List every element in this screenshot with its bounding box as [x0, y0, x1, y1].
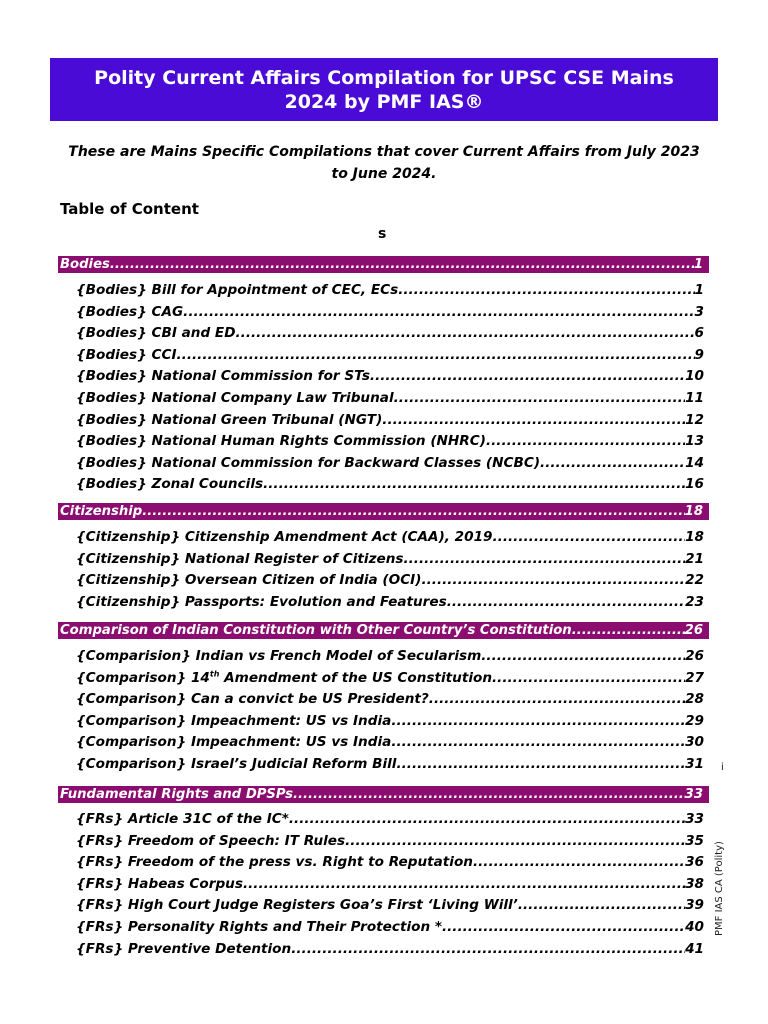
toc-entry-title — [74, 570, 421, 590]
toc-section-title: Comparison of Indian Constitution with Other Country’s Constitution — [60, 623, 572, 638]
toc-dot-leader — [263, 474, 685, 494]
toc-section-page: 33 — [684, 787, 703, 802]
toc-section-page: 18 — [684, 504, 703, 519]
toc-entry-page: 14 — [685, 454, 704, 471]
toc-entry-title — [74, 345, 177, 365]
toc-entry[interactable] — [74, 280, 706, 300]
toc-entry-title — [74, 366, 370, 386]
toc-section-bar[interactable] — [58, 786, 709, 803]
toc-entry-text: {Bodies} Bill for Appointment of CEC, ECs — [76, 282, 399, 298]
toc-dot-leader — [481, 646, 685, 666]
toc-entry[interactable] — [74, 939, 706, 959]
toc-entry-page: 10 — [685, 368, 704, 385]
toc-entry-text: {FRs} Habeas Corpus — [76, 875, 243, 892]
toc-entry[interactable] — [74, 732, 706, 752]
toc-dot-leader — [243, 874, 685, 894]
toc-dot-leader — [396, 754, 685, 774]
toc-entry-text: {FRs} Preventive Detention — [76, 940, 292, 957]
toc-dot-leader — [293, 786, 685, 803]
toc-entry[interactable] — [74, 874, 706, 894]
toc-heading: Table of Content — [60, 200, 199, 218]
toc-entry-page: 28 — [685, 691, 704, 708]
toc-entry-title — [74, 388, 394, 408]
toc-entry-text: {Comparison} Impeachment: US vs India — [76, 712, 392, 729]
toc-entry-title — [74, 852, 473, 872]
toc-entry[interactable] — [74, 711, 706, 731]
toc-entry-title — [74, 474, 263, 494]
toc-section-bar[interactable] — [58, 622, 709, 639]
toc-entry-title — [74, 302, 183, 322]
toc-entry-title — [74, 895, 518, 915]
toc-entry-text: {Bodies} National Human Rights Commission (NHRC) — [76, 433, 486, 450]
toc-entry[interactable] — [74, 453, 706, 473]
toc-entry[interactable] — [74, 431, 706, 451]
toc-entry-superscript: th — [209, 669, 220, 679]
toc-entry[interactable] — [74, 831, 706, 851]
toc-entry-text: {FRs} Article 31C of the IC* — [76, 811, 289, 827]
toc-dot-leader — [236, 323, 695, 343]
toc-dot-leader — [183, 302, 694, 322]
toc-entry[interactable] — [74, 917, 706, 937]
toc-dot-leader — [291, 939, 685, 959]
toc-entry[interactable] — [74, 345, 706, 365]
toc-entry-text: {Citizenship} Citizenship Amendment Act (CAA), 2019 — [76, 529, 493, 545]
toc-entry-page: 22 — [685, 572, 704, 589]
toc-entry[interactable] — [74, 592, 706, 612]
toc-section-title: Citizenship — [60, 504, 143, 519]
toc-dot-leader — [142, 503, 684, 520]
toc-entry[interactable] — [74, 570, 706, 590]
toc-entry-text: {Citizenship} National Register of Citizens — [76, 550, 404, 567]
toc-entry-page: 21 — [685, 550, 704, 567]
toc-dot-leader — [429, 689, 685, 709]
toc-entry-page: 11 — [685, 390, 704, 406]
toc-entry-title — [74, 527, 493, 547]
toc-entry-text: {Comparison} 14 — [76, 669, 210, 686]
toc-entry-page: 26 — [685, 648, 704, 664]
toc-entry-text: {FRs} Personality Rights and Their Protection * — [76, 919, 442, 935]
toc-entry[interactable] — [74, 527, 706, 547]
toc-entry-text: {Comparison} Impeachment: US vs India — [76, 734, 392, 751]
toc-entry[interactable] — [74, 754, 706, 774]
toc-section-page: 26 — [684, 623, 703, 638]
toc-entry-title — [74, 453, 540, 473]
toc-entry-title — [74, 711, 391, 731]
toc-entry-text: {Citizenship} Passports: Evolution and Features — [76, 593, 447, 610]
toc-section-title: Fundamental Rights and DPSPs — [60, 787, 293, 802]
toc-entry-title — [74, 323, 236, 343]
toc-entry-title — [74, 874, 243, 894]
toc-entry-page: 39 — [685, 897, 704, 914]
toc-dot-leader — [345, 831, 685, 851]
toc-entry-title — [74, 646, 481, 666]
toc-heading-tail: s — [378, 226, 387, 242]
toc-entry-text-after: Amendment of the US Constitution — [219, 669, 493, 686]
toc-section-title: Bodies — [60, 257, 110, 272]
toc-dot-leader — [382, 410, 685, 430]
toc-dot-leader — [403, 549, 685, 569]
toc-entry-text: {Bodies} National Commission for STs — [76, 368, 370, 385]
toc-entry-title — [74, 831, 345, 851]
toc-entry-text: {Citizenship} Oversean Citizen of India (OCI) — [76, 572, 422, 589]
toc-entry[interactable] — [74, 689, 706, 709]
toc-entry-page: 35 — [685, 832, 704, 849]
toc-entry-text: {Bodies} Zonal Councils — [76, 476, 264, 493]
toc-entry[interactable] — [74, 323, 706, 343]
toc-entry[interactable] — [74, 895, 706, 915]
toc-dot-leader — [447, 592, 685, 612]
toc-entry-text: {FRs} Freedom of Speech: IT Rules — [76, 832, 346, 849]
toc-entry-title — [74, 939, 291, 959]
toc-entry-text: {Bodies} CCI — [76, 346, 177, 363]
title-banner — [50, 58, 718, 121]
toc-entry-title — [74, 549, 403, 569]
toc-entry-text: {Bodies} CAG — [76, 303, 184, 320]
toc-entry[interactable] — [74, 302, 706, 322]
toc-entry-page: 41 — [685, 940, 704, 957]
toc-entry-title — [74, 280, 398, 300]
toc-entry[interactable] — [74, 646, 706, 666]
toc-entry-page: 40 — [685, 919, 704, 935]
toc-entry-page: 3 — [694, 303, 704, 320]
toc-entry-text: {FRs} High Court Judge Registers Goa’s First ‘Living Will’ — [76, 897, 518, 914]
toc-entry-page: 16 — [685, 476, 704, 493]
toc-entry-title — [74, 668, 492, 688]
toc-entry-text: {FRs} Freedom of the press vs. Right to Reputation — [76, 854, 473, 871]
toc-dot-leader — [391, 732, 685, 752]
toc-entry-title — [74, 592, 447, 612]
toc-entry-page: 31 — [685, 756, 704, 772]
toc-entry[interactable] — [74, 668, 706, 688]
toc-dot-leader — [572, 622, 685, 639]
toc-dot-leader — [492, 668, 685, 688]
toc-entry[interactable] — [74, 474, 706, 494]
toc-entry-text: {Bodies} National Commission for Backward Classes (NCBC) — [76, 454, 541, 471]
toc-dot-leader — [398, 280, 694, 300]
toc-entry-page: 33 — [685, 811, 704, 827]
toc-dot-leader — [394, 388, 685, 408]
toc-entry-text: {Bodies} National Company Law Tribunal — [76, 390, 394, 406]
toc-entry-text: {Comparison} Israel’s Judicial Reform Bill — [76, 756, 397, 772]
title-line-2: 2024 by PMF IAS® — [284, 90, 484, 113]
toc-dot-leader — [540, 453, 685, 473]
toc-entry-title — [74, 732, 391, 752]
toc-entry-page: 12 — [685, 411, 704, 428]
toc-entry[interactable] — [74, 809, 706, 829]
toc-entry-page: 9 — [694, 346, 704, 363]
toc-entry-text: {Bodies} CBI and ED — [76, 325, 236, 342]
toc-entry-page: 27 — [685, 669, 704, 686]
toc-entry-text: {Comparision} Indian vs French Model of Secularism — [76, 648, 482, 664]
toc-entry[interactable] — [74, 366, 706, 386]
toc-entry-title — [74, 809, 289, 829]
toc-section-page: 1 — [693, 257, 703, 272]
toc-entry[interactable] — [74, 410, 706, 430]
toc-entry-title — [74, 410, 382, 430]
toc-entry-text: {Bodies} National Green Tribunal (NGT) — [76, 411, 383, 428]
toc-entry-page: 30 — [685, 734, 704, 751]
toc-entry[interactable] — [74, 388, 706, 408]
toc-entry-page: 36 — [685, 854, 704, 871]
toc-dot-leader — [486, 431, 685, 451]
toc-dot-leader — [289, 809, 685, 829]
intro-text: These are Mains Specific Compilations that cover Current Affairs from July 2023 to June 2024. — [68, 144, 700, 182]
side-page-mark: i — [721, 762, 724, 773]
toc-entry[interactable] — [74, 852, 706, 872]
toc-entry-text: {Comparison} Can a convict be US President? — [76, 691, 429, 708]
toc-dot-leader — [391, 711, 685, 731]
toc-entry-page: 29 — [685, 712, 704, 729]
toc-dot-leader — [370, 366, 685, 386]
toc-entry-title — [74, 754, 396, 774]
toc-entry-page: 13 — [685, 433, 704, 450]
title-line-1: Polity Current Affairs Compilation for UPSC CSE Mains — [94, 66, 674, 89]
toc-section-bar[interactable] — [58, 256, 709, 273]
toc-section-bar[interactable] — [58, 503, 709, 520]
side-running-label: PMF IAS CA (Polity) — [714, 841, 725, 936]
toc-entry[interactable] — [74, 549, 706, 569]
toc-entry-page: 1 — [694, 282, 704, 298]
toc-dot-leader — [421, 570, 685, 590]
toc-dot-leader — [473, 852, 685, 872]
toc-entry-title — [74, 917, 442, 937]
toc-dot-leader — [177, 345, 695, 365]
toc-entry-title — [74, 431, 486, 451]
toc-dot-leader — [110, 256, 694, 273]
toc-dot-leader — [518, 895, 685, 915]
toc-entry-page: 23 — [685, 593, 704, 610]
toc-entry-page: 6 — [694, 325, 704, 342]
toc-entry-title — [74, 689, 429, 709]
toc-entry-page: 38 — [685, 875, 704, 892]
toc-dot-leader — [442, 917, 685, 937]
toc-dot-leader — [493, 527, 686, 547]
toc-entry-page: 18 — [685, 529, 704, 545]
